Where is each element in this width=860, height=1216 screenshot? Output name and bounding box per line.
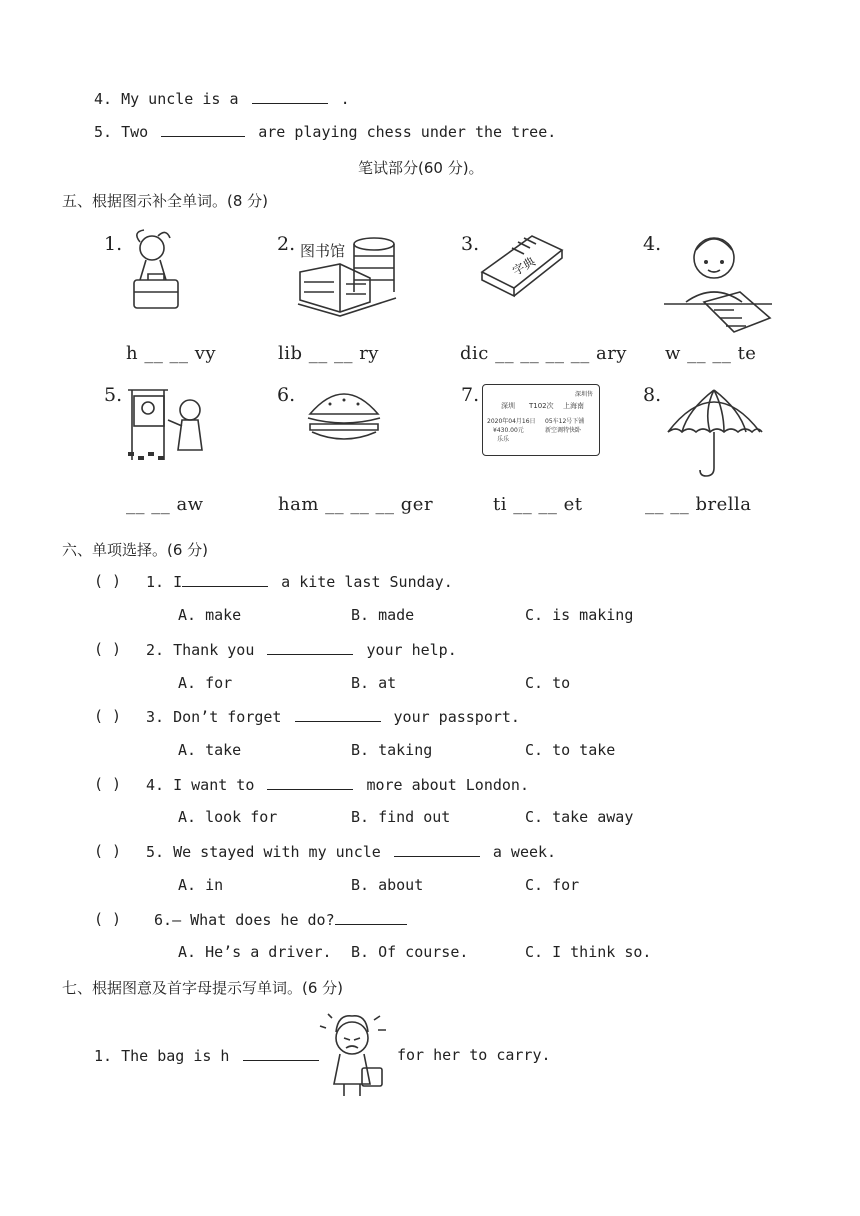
- option-a[interactable]: A. make: [178, 606, 242, 624]
- written-part-heading: 笔试部分(60 分)。: [358, 159, 484, 177]
- answer-blank[interactable]: [295, 707, 381, 722]
- umbrella-icon: [664, 384, 764, 484]
- option-b[interactable]: B. find out: [351, 808, 451, 826]
- question-1: 1. I a kite last Sunday.: [146, 573, 453, 591]
- pic-num-5: 5.: [104, 384, 123, 406]
- answer-blank[interactable]: [267, 775, 353, 790]
- answer-blank[interactable]: [182, 572, 268, 587]
- pic-num-8: 8.: [643, 384, 662, 406]
- pic-num-2: 2.: [277, 233, 296, 255]
- option-a[interactable]: A. take: [178, 741, 242, 759]
- boy-writing-icon: [664, 232, 774, 337]
- option-b[interactable]: B. at: [351, 674, 397, 692]
- pic-num-3: 3.: [461, 233, 480, 255]
- section7-item-1: 1. The bag is h: [94, 1046, 323, 1065]
- word-blank-7[interactable]: ti __ __ et: [493, 494, 583, 515]
- girl-with-heavy-box-icon: [122, 228, 192, 318]
- answer-blank[interactable]: [267, 640, 353, 655]
- option-a[interactable]: A. He’s a driver.: [178, 943, 332, 961]
- pic-num-4: 4.: [643, 233, 662, 255]
- pic-num-1: 1.: [104, 233, 123, 255]
- option-b[interactable]: B. made: [351, 606, 415, 624]
- word-blank-5[interactable]: __ __ aw: [126, 494, 204, 515]
- question-4: 4. I want to more about London.: [146, 776, 529, 794]
- answer-paren-1[interactable]: ( ): [94, 572, 122, 590]
- section7-item-1-end: for her to carry.: [397, 1046, 551, 1064]
- question-6: 6.— What does he do?: [154, 910, 411, 929]
- svg-text:字典: 字典: [510, 254, 538, 279]
- library-label: 图书馆: [300, 242, 346, 260]
- option-a[interactable]: A. in: [178, 876, 224, 894]
- answer-blank[interactable]: [243, 1046, 319, 1061]
- option-c[interactable]: C. is making: [525, 606, 634, 624]
- word-blank-3[interactable]: dic __ __ __ __ ary: [460, 343, 627, 364]
- option-c[interactable]: C. for: [525, 876, 580, 894]
- option-a[interactable]: A. for: [178, 674, 233, 692]
- option-c[interactable]: C. to take: [525, 741, 616, 759]
- option-c[interactable]: C. to: [525, 674, 571, 692]
- question-5: 5. We stayed with my uncle a week.: [146, 843, 557, 861]
- fill-item-5: 5. Two are playing chess under the tree.: [94, 123, 557, 141]
- section7-title: 七、根据图意及首字母提示写单词。(6 分): [62, 979, 344, 997]
- word-blank-2[interactable]: lib __ __ ry: [278, 343, 379, 364]
- option-c[interactable]: C. take away: [525, 808, 634, 826]
- option-b[interactable]: B. about: [351, 876, 424, 894]
- answer-paren-3[interactable]: ( ): [94, 707, 122, 725]
- word-blank-4[interactable]: w __ __ te: [665, 343, 757, 364]
- dictionary-book-icon: [478, 232, 568, 302]
- hamburger-icon: [304, 386, 384, 446]
- word-blank-8[interactable]: __ __ brella: [645, 494, 752, 515]
- section6-title: 六、单项选择。(6 分): [62, 541, 209, 559]
- answer-paren-4[interactable]: ( ): [94, 775, 122, 793]
- pic-num-6: 6.: [277, 384, 296, 406]
- answer-paren-6[interactable]: ( ): [94, 910, 122, 928]
- word-blank-1[interactable]: h __ __ vy: [126, 343, 217, 364]
- answer-paren-5[interactable]: ( ): [94, 842, 122, 860]
- answer-blank[interactable]: [161, 122, 245, 137]
- section5-title: 五、根据图示补全单词。(8 分): [62, 192, 269, 210]
- tired-girl-carrying-bag-icon: [318, 1010, 390, 1100]
- answer-blank[interactable]: [252, 89, 328, 104]
- library-building-icon: [296, 234, 406, 314]
- answer-paren-2[interactable]: ( ): [94, 640, 122, 658]
- fill-item-4: 4. My uncle is a .: [94, 90, 350, 108]
- option-b[interactable]: B. Of course.: [351, 943, 469, 961]
- word-blank-6[interactable]: ham __ __ __ ger: [278, 494, 434, 515]
- train-ticket-icon: 深圳售 深圳 T102次 上海南 2020年04月16日 05车12号下铺 ¥430.00元 新空调特快卧 乐乐: [482, 384, 600, 456]
- pic-num-7: 7.: [461, 384, 480, 406]
- option-a[interactable]: A. look for: [178, 808, 278, 826]
- option-c[interactable]: C. I think so.: [525, 943, 652, 961]
- option-b[interactable]: B. taking: [351, 741, 433, 759]
- question-3: 3. Don’t forget your passport.: [146, 708, 520, 726]
- question-2: 2. Thank you your help.: [146, 641, 457, 659]
- girl-drawing-icon: [124, 386, 214, 466]
- answer-blank[interactable]: [335, 910, 407, 925]
- answer-blank[interactable]: [394, 842, 480, 857]
